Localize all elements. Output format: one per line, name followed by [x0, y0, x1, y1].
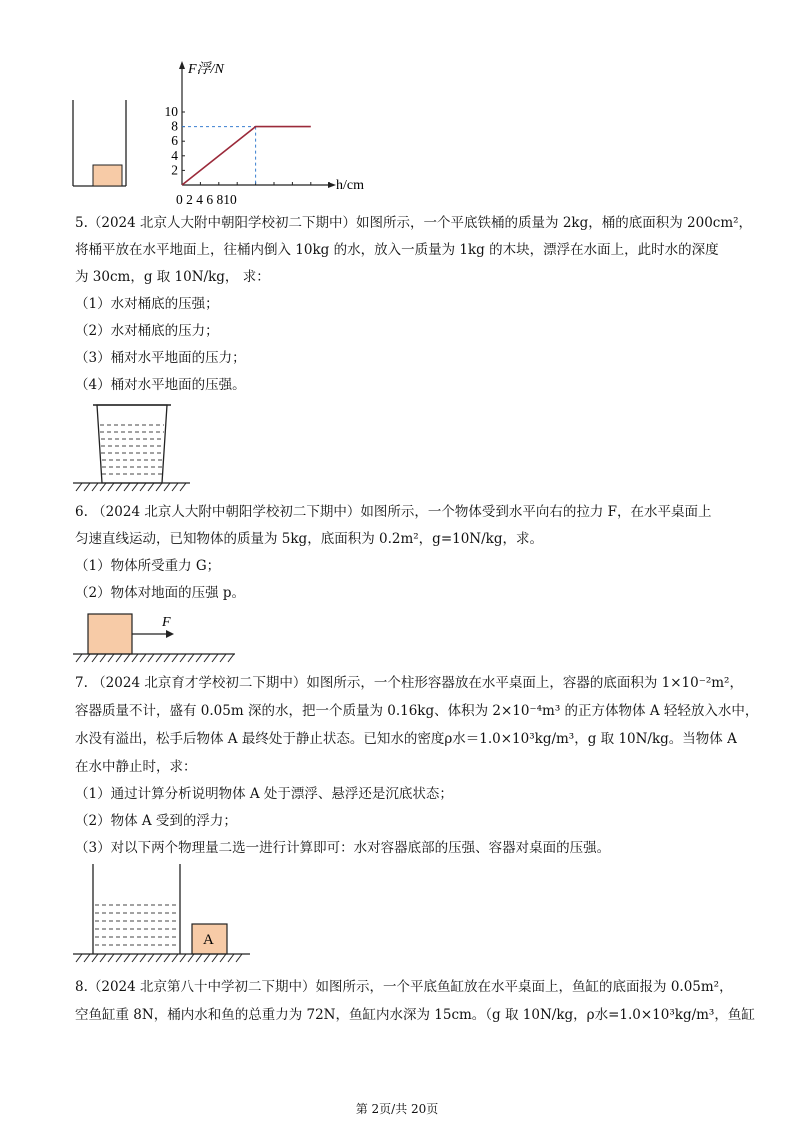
q6-sub2: （2）物体对地面的压强 p。 — [75, 585, 246, 601]
q7-line1: 7. （2024 北京育才学校初二下期中）如图所示，一个柱形容器放在水平桌面上，容器的底面积为 1×10⁻²m²， — [75, 675, 743, 691]
force-label: F — [162, 615, 171, 630]
q7-sub3: （3）对以下两个物理量二选一进行计算即可：水对容器底部的压强、容器对桌面的压强。 — [75, 840, 611, 856]
page-footer: 第 2页/共 20页 — [355, 1102, 439, 1116]
q5-sub1: （1）水对桶底的压强； — [75, 296, 219, 312]
y-tick-label: 2 — [171, 162, 178, 178]
q7-line3: 水没有溢出，松手后物体 A 最终处于静止状态。已知水的密度ρ水＝1.0×10³kg/m³，g 取 10N/kg。当物体 A — [75, 731, 737, 747]
y-tick-label: 6 — [171, 133, 178, 149]
block-a-label: A — [203, 932, 214, 948]
y-tick-label: 8 — [171, 118, 178, 134]
graph-xlabel: h/cm — [336, 178, 364, 193]
q7-sub1: （1）通过计算分析说明物体 A 处于漂浮、悬浮还是沉底状态； — [75, 786, 453, 802]
q5-sub3: （3）桶对水平地面的压力； — [75, 350, 246, 366]
y-tick-label: 10 — [164, 104, 178, 119]
figure-container-block — [70, 98, 130, 190]
graph-ylabel: F浮/N — [188, 62, 224, 77]
graph-xticks: 0 2 4 6 810 — [176, 192, 237, 205]
q5-sub2: （2）水对桶底的压力； — [75, 323, 219, 339]
q5-sub4: （4）桶对水平地面的压强。 — [75, 377, 246, 393]
q7-line4: 在水中静止时，求： — [75, 759, 197, 775]
figure-block-pulled — [70, 610, 240, 665]
q8-line1: 8.（2024 北京第八十中学初二下期中）如图所示，一个平底鱼缸放在水平桌面上，鱼缸的底面报为 0.05m²， — [75, 979, 733, 995]
q7-line2: 容器质量不计，盛有 0.05m 深的水，把一个质量为 0.16kg、体积为 2×10⁻⁴m³ 的正方体物体 A 轻轻放入水中， — [75, 703, 759, 719]
series-line — [182, 127, 311, 185]
q5-line1: 5.（2024 北京人大附中朝阳学校初二下期中）如图所示，一个平底铁桶的质量为 2kg，桶的底面积为 200cm²， — [75, 215, 753, 231]
q8-line2: 空鱼缸重 8N，桶内水和鱼的总重力为 72N，鱼缸内水深为 15cm。（g 取 10N/kg，ρ水=1.0×10³kg/m³，鱼缸 — [75, 1007, 755, 1023]
buoyancy-depth-graph — [160, 55, 400, 205]
figure-container-with-block-a — [70, 862, 255, 970]
q7-sub2: （2）物体 A 受到的浮力； — [75, 813, 237, 829]
y-axis-arrow — [179, 61, 185, 69]
q6-line2: 匀速直线运动，已知物体的质量为 5kg，底面积为 0.2m²，g=10N/kg，求。 — [75, 531, 543, 547]
y-tick-label: 4 — [171, 147, 178, 163]
q6-line1: 6. （2024 北京人大附中朝阳学校初二下期中）如图所示，一个物体受到水平向右的拉力 F，在水平桌面上 — [75, 504, 712, 520]
figure-bucket-on-ground — [70, 403, 195, 495]
q6-sub1: （1）物体所受重力 G； — [75, 558, 221, 574]
q5-line2: 将桶平放在水平地面上，往桶内倒入 10kg 的水，放入一质量为 1kg 的木块，漂浮在水面上，此时水的深度 — [75, 242, 719, 258]
q5-line3: 为 30cm，g 取 10N/kg， 求： — [75, 269, 270, 285]
